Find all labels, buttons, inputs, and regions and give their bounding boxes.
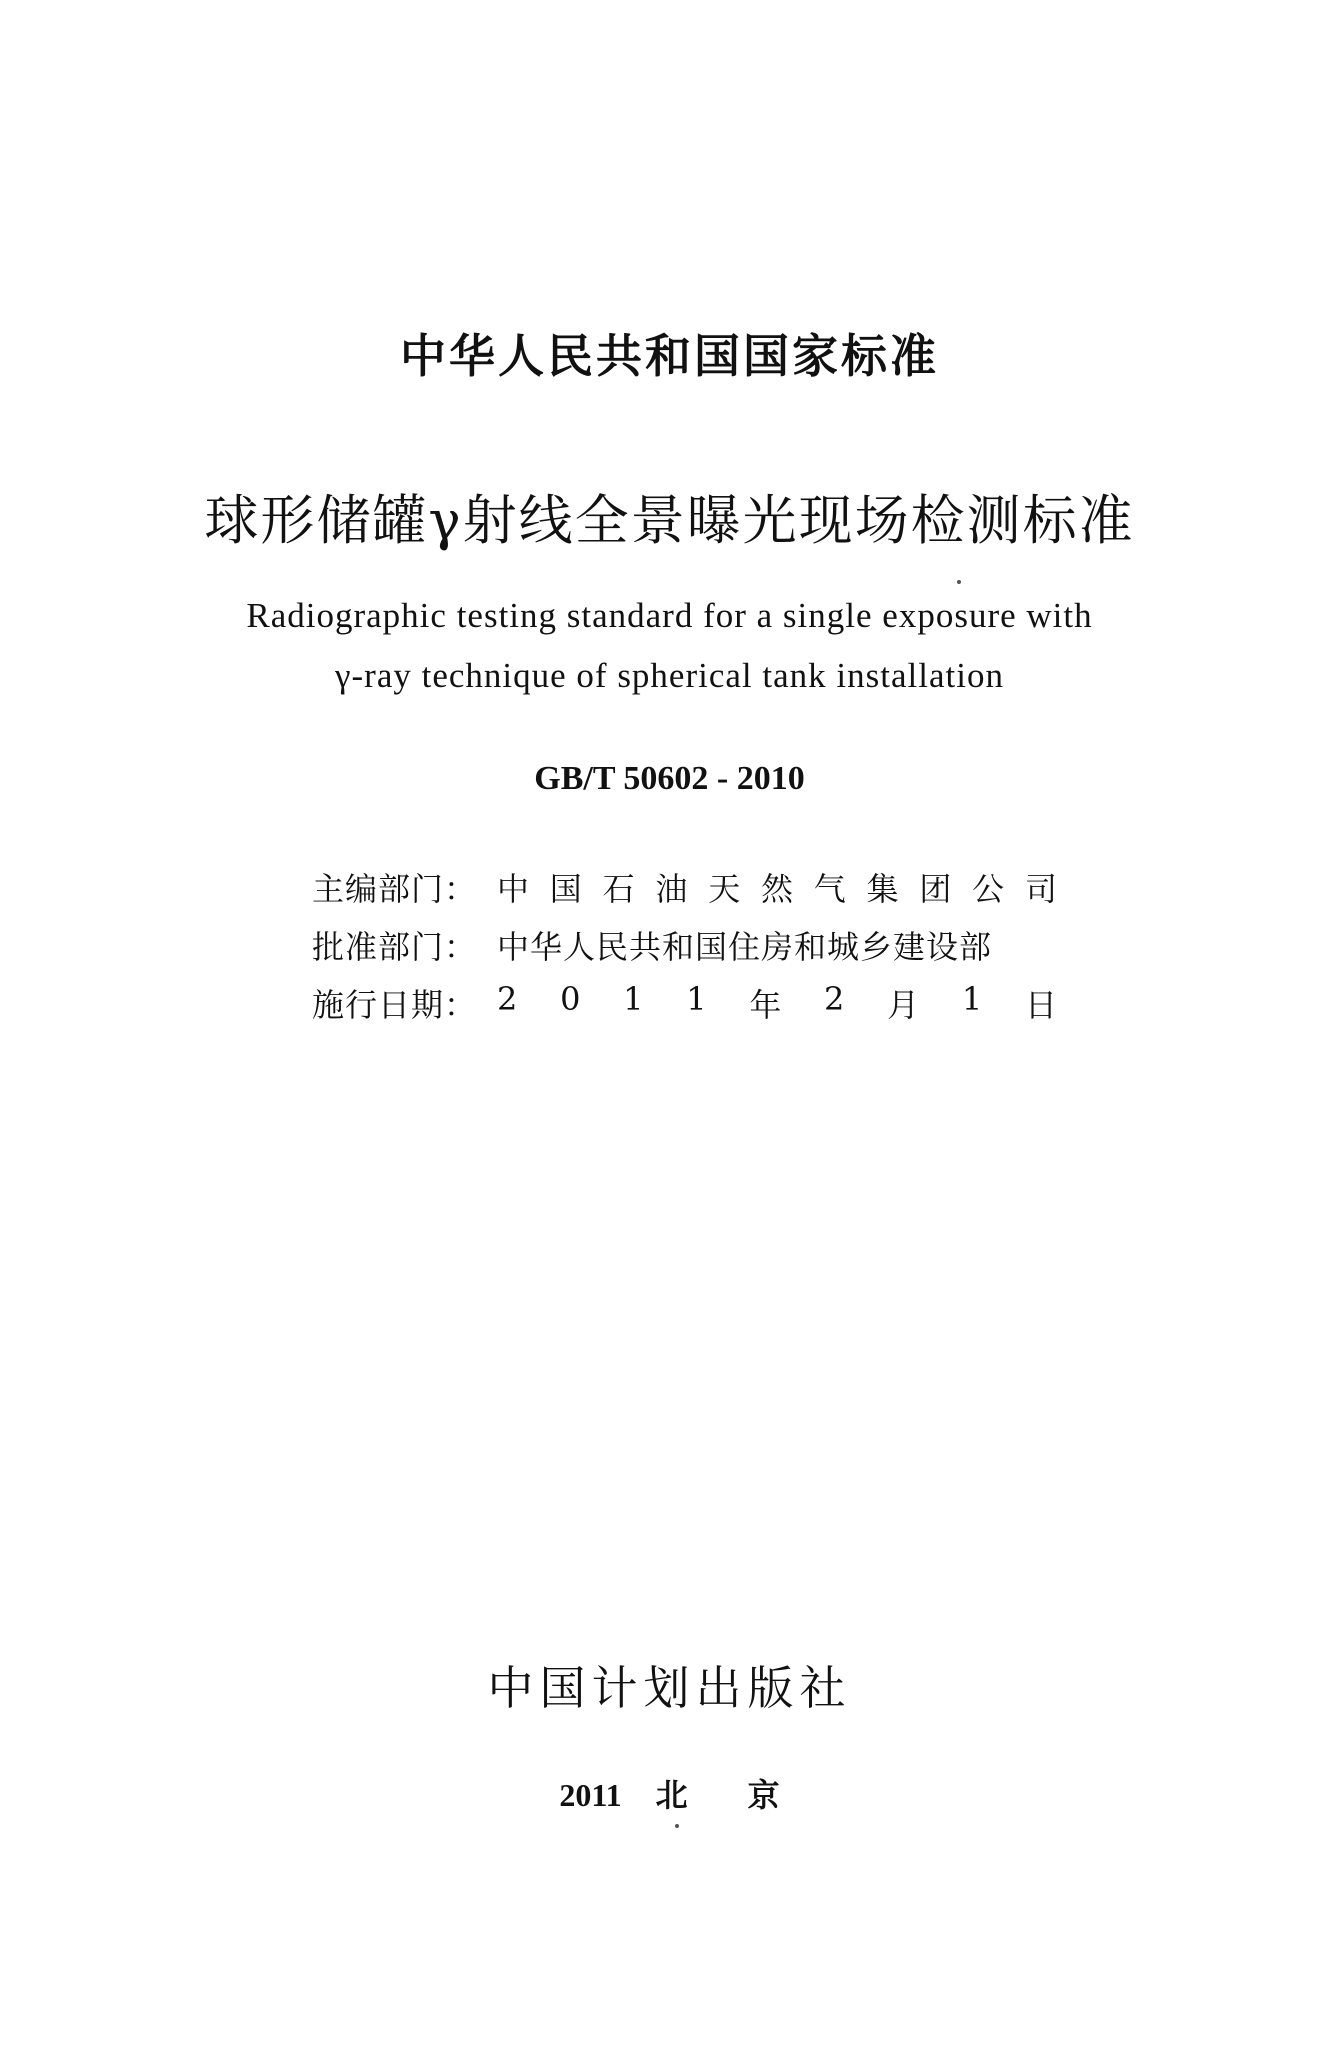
editor-char: 团 bbox=[919, 870, 952, 908]
editor-label: 主编部门： bbox=[312, 870, 478, 908]
chinese-title: 球形储罐γ射线全景曝光现场检测标准 bbox=[204, 489, 1135, 552]
editor-char: 然 bbox=[760, 870, 793, 908]
editor-char: 天 bbox=[708, 870, 741, 908]
date-char: 0 bbox=[560, 980, 581, 1018]
publication-year: 2011 bbox=[559, 1777, 622, 1813]
date-char: 1 bbox=[623, 980, 644, 1018]
approver-label: 批准部门： bbox=[312, 928, 478, 966]
approver-row bbox=[312, 916, 1092, 974]
effective-date-row bbox=[312, 974, 1092, 1032]
print-speck bbox=[957, 580, 961, 584]
date-char: 1 bbox=[961, 980, 983, 1018]
date-char: 年 bbox=[749, 986, 782, 1024]
date-char: 日 bbox=[1024, 986, 1057, 1024]
editor-char: 集 bbox=[866, 870, 899, 908]
editor-char: 司 bbox=[1024, 870, 1057, 908]
publication-city: 北京 bbox=[655, 1777, 840, 1813]
editor-char: 气 bbox=[813, 870, 846, 908]
editor-value bbox=[497, 864, 1057, 910]
national-standard-heading: 中华人民共和国国家标准 bbox=[400, 329, 939, 383]
publication-place bbox=[0, 1770, 1339, 1816]
approver-value: 中华人民共和国住房和城乡建设部 bbox=[497, 928, 993, 966]
editor-char: 中 bbox=[497, 870, 530, 908]
editor-char: 油 bbox=[655, 870, 688, 908]
effective-date-label: 施行日期： bbox=[312, 986, 478, 1024]
info-block bbox=[312, 858, 1092, 1032]
editor-char: 国 bbox=[549, 870, 582, 908]
date-char: 月 bbox=[887, 986, 920, 1024]
date-char: 2 bbox=[497, 980, 518, 1018]
english-title-line1: Radiographic testing standard for a single exposure with bbox=[246, 596, 1093, 635]
effective-date-value bbox=[497, 980, 1057, 1026]
date-char: 2 bbox=[824, 980, 845, 1018]
date-char: 1 bbox=[686, 980, 707, 1018]
english-title-line2: γ-ray technique of spherical tank installation bbox=[335, 656, 1004, 695]
publisher-name: 中国计划出版社 bbox=[487, 1661, 852, 1715]
editor-char: 公 bbox=[972, 870, 1005, 908]
print-speck bbox=[675, 1824, 679, 1828]
editor-row bbox=[312, 858, 1092, 916]
editor-char: 石 bbox=[602, 870, 635, 908]
standard-code: GB/T 50602 - 2010 bbox=[534, 760, 805, 797]
